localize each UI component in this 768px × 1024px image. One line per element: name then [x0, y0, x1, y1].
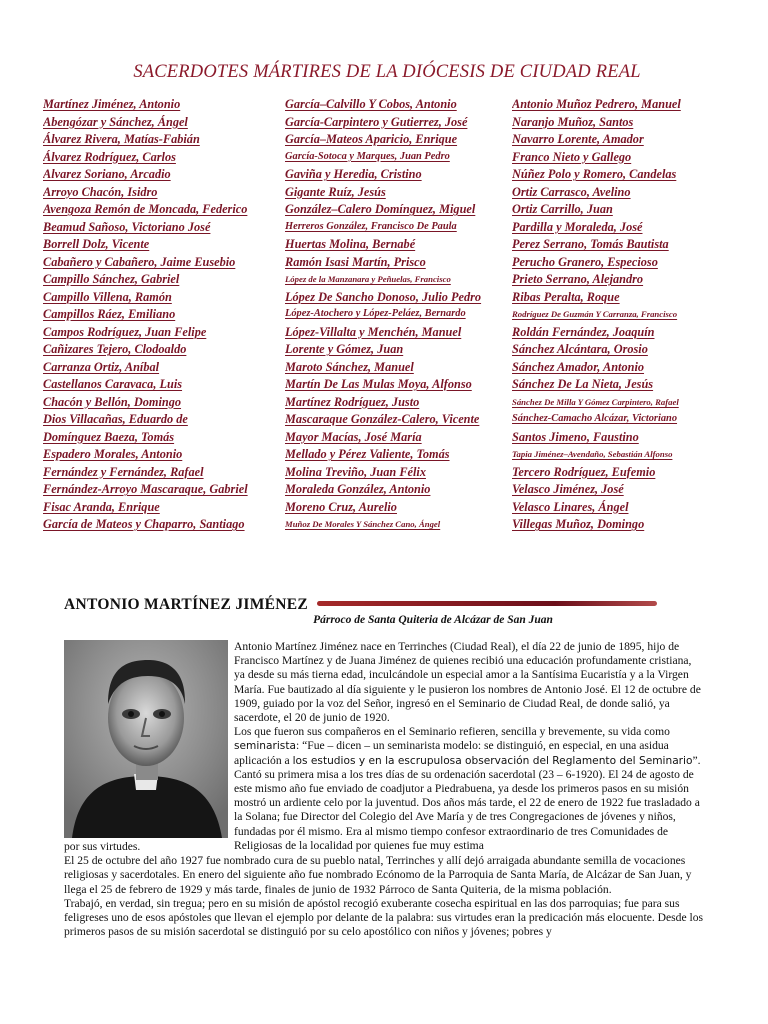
martyr-name-link[interactable]: Cabañero y Cabañero, Jaime Eusebio [43, 254, 236, 269]
martyr-name-link[interactable]: Beamud Sañoso, Victoriano José [43, 219, 211, 234]
martyr-name-link[interactable]: Álvarez Rodríguez, Carlos [43, 149, 176, 164]
bio-p2-seminarista: seminarista [234, 740, 296, 753]
martyr-name-link[interactable]: Borrell Dolz, Vicente [43, 237, 150, 251]
bio-paragraph-5: Trabajó, en verdad, sin tregua; pero en su misión de apóstol recogió exuberante cosecha espiritual en las dos parroquias; fue para sus feligreses uno de esos apóstoles que llevan el ejemplo por delante de la palabra: sus virtudes eran la predicación más elocuente. Desde los primeros pasos de su misión sacerdotal se distinguió por su celo apostólico con niños y jóvenes; pobres y [64, 896, 704, 939]
martyr-name-link[interactable]: Domínguez Baeza, Tomás [43, 429, 175, 444]
martyr-name-link[interactable]: Álvarez Rivera, Matías-Fabián [43, 132, 200, 146]
martyr-name-link[interactable]: Tapia Jiménez–Avendaño, Sebastián Alfonso [512, 449, 673, 459]
martyr-name-link[interactable]: Campillo Villena, Ramón [43, 289, 172, 304]
priest-portrait-photo [64, 640, 228, 838]
martyr-name-link[interactable]: Muñoz De Morales Y Sánchez Cano, Ángel [285, 519, 441, 529]
martyr-name-link[interactable]: Lorente y Gómez, Juan [285, 342, 404, 356]
martyr-name-link[interactable]: Núñez Polo y Romero, Candelas [512, 167, 677, 181]
martyr-name-link[interactable]: González–Calero Domínguez, Miguel [285, 202, 476, 216]
martyr-name-link[interactable]: Ribas Peralta, Roque [512, 289, 620, 304]
martyr-name-link[interactable]: García de Mateos y Chaparro, Santiago [43, 517, 245, 531]
martyr-name-link[interactable]: Velasco Jiménez, José [512, 482, 624, 496]
martyr-name-link[interactable]: García–Calvillo Y Cobos, Antonio [285, 97, 457, 111]
martyr-name-link[interactable]: Moraleda González, Antonio [285, 482, 431, 496]
martyr-name-link[interactable]: Naranjo Muñoz, Santos [512, 114, 634, 129]
martyr-name-link[interactable]: Cañizares Tejero, Clodoaldo [43, 342, 187, 356]
bio-paragraph-4: El 25 de octubre del año 1927 fue nombrado cura de su pueblo natal, Terrinches y allí dejó arraigada abundante semilla de vocaciones religiosas y sacerdotales. En enero del siguiente año fue nombrado Ecónomo de la Parroquia de Santa María, de Alcázar de San Juan, y llega el 25 de febrero de 1929 y más tarde, finales de junio de 1932 Párroco de Santa Quiteria, de la misma población. [64, 854, 692, 896]
martyr-name-link[interactable]: Fernández y Fernández, Rafael [43, 464, 204, 479]
martyr-name-link[interactable]: Martín De Las Mulas Moya, Alfonso [285, 377, 472, 391]
bio-p2-text: Los que fueron sus compañeros en el Seminario refieren, sencilla y brevemente, su vida como [234, 725, 670, 739]
martyr-name-link[interactable]: Espadero Morales, Antonio [43, 447, 183, 461]
martyr-name-link[interactable]: López de la Manzanara y Peñuelas, Francisco [285, 274, 451, 284]
martyr-name-link[interactable]: Avengoza Remón de Moncada, Federico [43, 202, 248, 216]
martyr-name-link[interactable]: Mascaraque González-Calero, Vicente [285, 412, 480, 426]
martyr-name-link[interactable]: Sánchez-Camacho Alcázar, Victoriano [512, 413, 678, 424]
martyr-name-link[interactable]: Castellanos Caravaca, Luis [43, 377, 183, 391]
martyr-name-link[interactable]: Roldán Fernández, Joaquín [512, 324, 655, 339]
martyr-name-link[interactable]: Ortiz Carrasco, Avelino [512, 184, 631, 199]
martyr-name-link[interactable]: Sánchez De Milla Y Gómez Carpintero, Rafael [512, 396, 679, 407]
martyr-name-link[interactable]: Pardilla y Moraleda, José [512, 219, 643, 234]
martyr-list-column-1 [43, 96, 279, 534]
martyr-name-link[interactable]: Chacón y Bellón, Domingo [43, 394, 182, 409]
martyr-name-link[interactable]: Gaviña y Heredia, Cristino [285, 167, 422, 181]
martyr-list-column-3 [512, 96, 742, 534]
martyr-name-link[interactable]: Perucho Granero, Especioso [512, 254, 658, 269]
martyr-name-link[interactable]: Mellado y Pérez Valiente, Tomás [285, 447, 450, 461]
martyr-name-link[interactable]: Sánchez Alcántara, Orosio [512, 342, 648, 356]
martyr-name-link[interactable]: Huertas Molina, Bernabé [285, 237, 416, 251]
bio-p2-studies: los estudios y en la escrupulosa observación del Reglamento del Seminario [292, 754, 693, 767]
martyr-name-link[interactable]: Fernández-Arroyo Mascaraque, Gabriel [43, 482, 248, 496]
martyr-name-link[interactable]: Fisac Aranda, Enrique [43, 499, 160, 514]
biography-heading: ANTONIO MARTÍNEZ JIMÉNEZ [64, 596, 309, 613]
martyr-name-link[interactable]: Perez Serrano, Tomás Bautista [512, 237, 669, 251]
martyr-name-link[interactable]: García-Sotoca y Marques, Juan Pedro [285, 150, 450, 162]
martyr-name-link[interactable]: Moreno Cruz, Aurelio [285, 499, 397, 514]
biography-text-lower [64, 840, 704, 939]
bio-paragraph-3-continued: por sus virtudes. [64, 840, 141, 853]
martyr-name-link[interactable]: García-Carpintero y Gutierrez, José [285, 114, 468, 129]
martyr-name-link[interactable]: García–Mateos Aparicio, Enrique [285, 132, 458, 146]
martyr-name-link[interactable]: Mayor Macías, José María [285, 429, 422, 444]
martyr-name-link[interactable]: Ramón Isasi Martín, Prisco [285, 254, 426, 269]
martyr-name-link[interactable]: Velasco Linares, Ángel [512, 499, 629, 514]
martyr-name-link[interactable]: Campos Rodríguez, Juan Felipe [43, 324, 207, 339]
martyr-name-link[interactable]: Franco Nieto y Gallego [512, 149, 632, 164]
page-title: SACERDOTES MÁRTIRES DE LA DIÓCESIS DE CIUDAD REAL [133, 62, 641, 82]
martyr-name-link[interactable]: Prieto Serrano, Alejandro [512, 272, 644, 286]
bio-p2-end: ”. [692, 753, 701, 767]
martyr-name-link[interactable]: López De Sancho Donoso, Julio Pedro [285, 289, 482, 304]
martyr-name-link[interactable]: Campillo Sánchez, Gabriel [43, 272, 180, 286]
martyr-name-link[interactable]: Sánchez De La Nieta, Jesús [512, 377, 654, 391]
martyr-name-link[interactable]: Antonio Muñoz Pedrero, Manuel [512, 97, 681, 111]
martyr-name-link[interactable]: López-Atochero y López-Peláez, Bernardo [285, 308, 466, 319]
biography-subheading: Párroco de Santa Quiteria de Alcázar de San Juan [313, 614, 553, 626]
martyr-name-link[interactable]: Santos Jimeno, Faustino [512, 429, 639, 444]
bio-paragraph-2 [234, 725, 704, 768]
martyr-name-link[interactable]: Molina Treviño, Juan Félix [285, 464, 426, 479]
martyr-name-link[interactable]: Gigante Ruíz, Jesús [285, 184, 386, 199]
martyr-name-link[interactable]: Ortiz Carrillo, Juan [512, 202, 613, 216]
martyr-name-link[interactable]: Herreros González, Francisco De Paula [285, 220, 457, 232]
martyr-name-link[interactable]: López-Villalta y Menchén, Manuel [285, 324, 462, 339]
martyr-name-link[interactable]: Abengózar y Sánchez, Ángel [43, 114, 188, 129]
martyr-name-link[interactable]: Sánchez Amador, Antonio [512, 359, 645, 374]
martyr-list-column-2 [285, 96, 507, 534]
martyr-name-link[interactable]: Dios Villacañas, Eduardo de [43, 412, 188, 426]
bio-paragraph-1: Antonio Martínez Jiménez nace en Terrinches (Ciudad Real), el día 22 de junio de 1895, hijo de Francisco Martínez y de Juana Jiménez de quienes recibió una educación profundamente cristiana, ya desde su más tierna edad, inculcándole un especial amor a la Santísima Eucaristía y a la Virgen María. Fue bautizado al día siguiente y le pusieron los nombres de Antonio José. El 12 de octubre de 1909, guiado por la voz del Señor, ingresó en el Seminario de Ciudad Real, de donde salió, ya sacerdote, el 20 de junio de 1920. [234, 640, 701, 725]
martyr-name-link[interactable]: Villegas Muñoz, Domingo [512, 517, 645, 531]
biography-text-upper [234, 640, 704, 853]
martyr-name-link[interactable]: Carranza Ortiz, Aníbal [43, 359, 160, 374]
martyr-name-link[interactable]: Campillos Ráez, Emiliano [43, 307, 176, 321]
martyr-name-link[interactable]: Maroto Sánchez, Manuel [285, 359, 414, 374]
martyr-name-link[interactable]: Martínez Rodríguez, Justo [285, 394, 420, 409]
heading-decorative-rule [317, 601, 657, 606]
martyr-name-link[interactable]: Arroyo Chacón, Isidro [43, 184, 158, 199]
martyr-name-link[interactable]: Rodríguez De Guzmán Y Carranza, Francisco [512, 309, 678, 319]
bio-paragraph-3: Cantó su primera misa a los tres días de su ordenación sacerdotal (23 – 6-1920). El 24 de agosto de este mismo año fue enviado de coadjutor a Piedrabuena, ya desde los primeros pasos en su misión mostró un ardiente celo por la juventud. Dos años más tarde, el 22 de enero de 1922 fue trasladado a la Solana; fue Director del Colegio del Ave María y de tres Congregaciones de jóvenes y niños, fundadas por él mismo. Era al mismo tiempo confesor extraordinario de tres Comunidades de Religiosas de la localidad por quienes fue muy estima [234, 767, 700, 852]
martyr-name-link[interactable]: Martínez Jiménez, Antonio [43, 97, 181, 111]
martyr-name-link[interactable]: Navarro Lorente, Amador [512, 132, 644, 146]
martyr-name-link[interactable]: Tercero Rodríguez, Eufemio [512, 464, 656, 479]
portrait-illustration [64, 640, 228, 838]
bio-p2-quote: : “Fue – dicen – un seminarista modelo: se distinguió, en especial, en una asidua aplicación a [234, 739, 669, 767]
martyr-name-link[interactable]: Alvarez Soriano, Arcadio [43, 167, 171, 181]
